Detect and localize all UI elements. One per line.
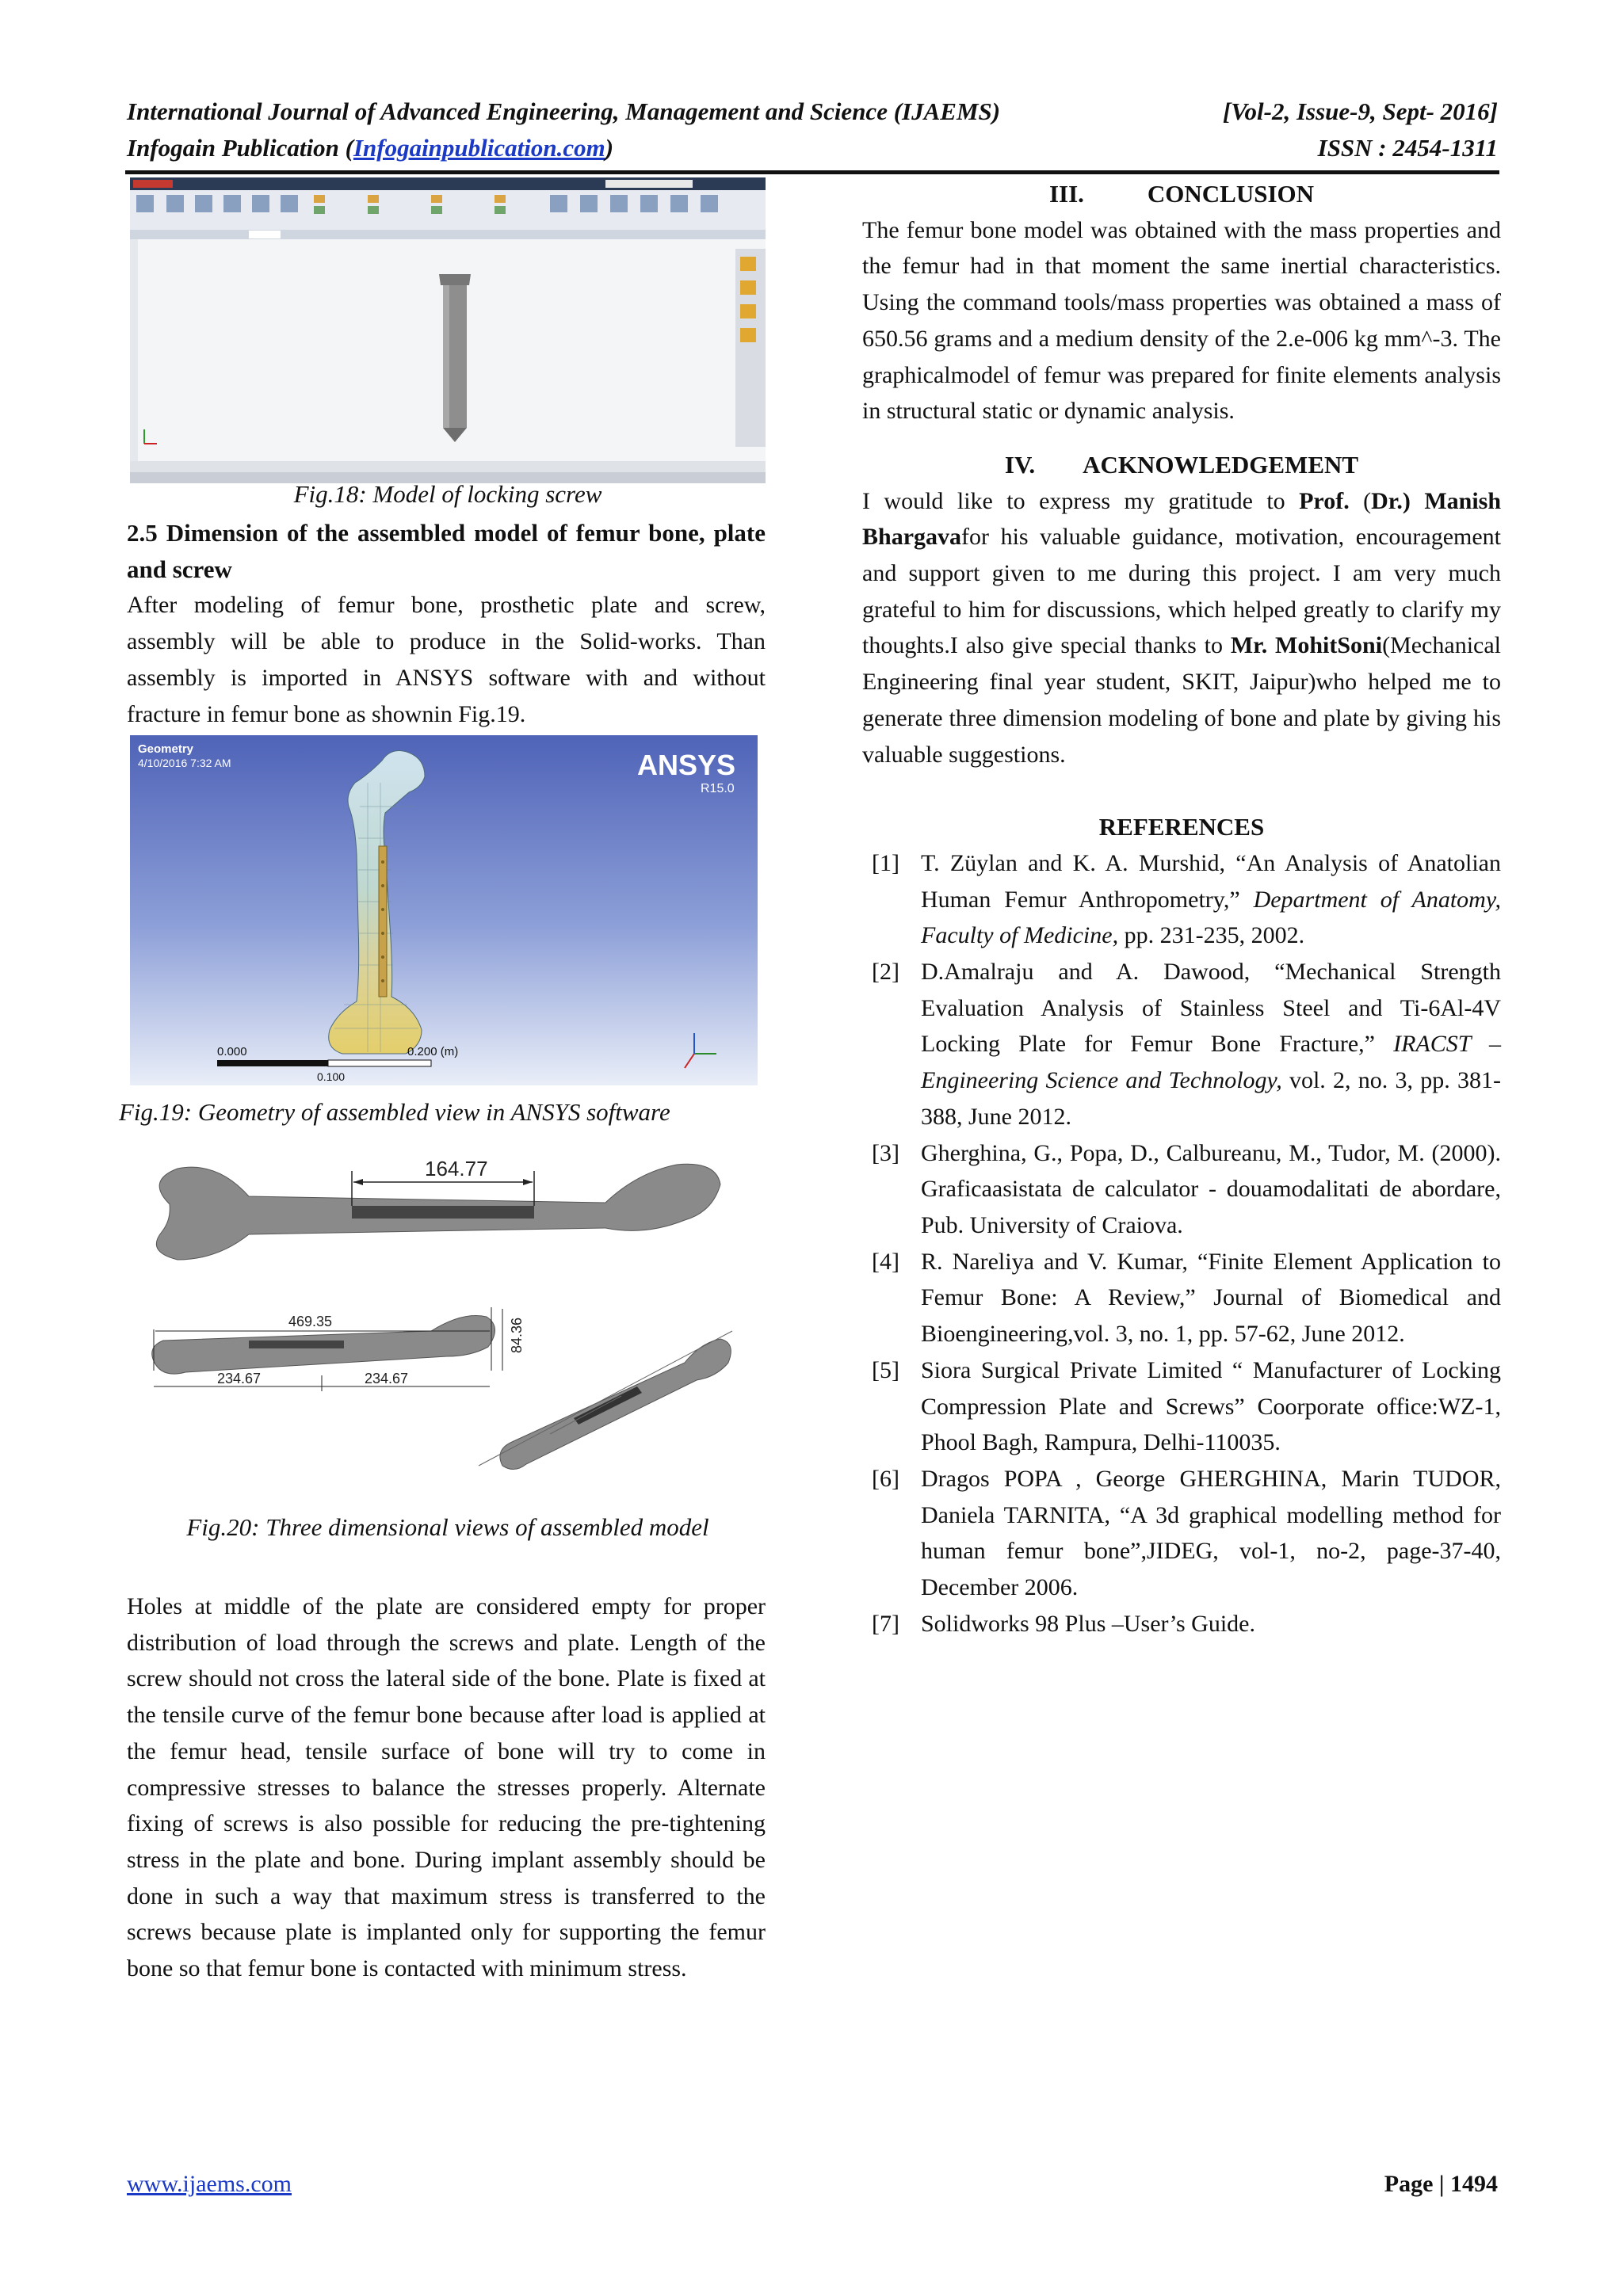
ansys-geometry-view xyxy=(130,735,758,1085)
fig18-image xyxy=(130,177,766,483)
dim-half-left: 234.67 xyxy=(217,1371,262,1386)
header-rule xyxy=(125,170,1499,174)
reference-item: [2] D.Amalraju and A. Dawood, “Mechanical Strength Evaluation Analysis of Stainless Steel and Ti-6Al-4V Locking Plate for Femur Bone Fracture,” IRACST – Engineering Science and Technology, vol. 2, no. 3, pp. 381-388, June 2012. xyxy=(872,959,1501,1130)
scale-mid: 0.100 xyxy=(317,1070,346,1083)
fig18-caption: Fig.18: Model of locking screw xyxy=(293,480,602,508)
publisher-line: Infogain Publication (Infogainpublication.com) xyxy=(127,134,614,162)
fig19-image xyxy=(130,735,758,1085)
conclusion-text: The femur bone model was obtained with the mass properties and the femur had in that moment the same inertial characteristics. Using the command tools/mass properties was obtained a mass of 650.56 grams and a medium density of the 2.e-006 kg mm^-3. The graphicalmodel of femur was prepared for finite elements analysis in structural static or dynamic analysis. xyxy=(862,216,1501,425)
reference-item: [1] T. Züylan and K. A. Murshid, “An Analysis of Anatolian Human Femur Anthropometry,” Department of Anatomy, Faculty of Medicine, pp. 231-235, 2002. xyxy=(872,849,1501,949)
paragraph-assembly: After modeling of femur bone, prosthetic plate and screw, assembly will be able to produce in the Solid-works. Than assembly is imported in ANSYS software with and without fracture in femur bone as shownin Fig.19. xyxy=(127,592,766,727)
right-column xyxy=(862,176,1501,1642)
publisher-link[interactable]: Infogainpublication.com xyxy=(353,134,605,162)
reference-item: [3] Gherghina, G., Popa, D., Calbureanu, M., Tudor, M. (2000). Graficaasistata de calculator - douamodalitati de abordare, Pub. University of Craiova. xyxy=(872,1139,1501,1238)
acknowledgement-text: I would like to express my gratitude to Prof. (Dr.) Manish Bhargavafor his valuable guidance, motivation, encouragement and support given to me during this project. I am very much grateful to him for discussions, which helped greatly to clarify my thoughts.I also give special thanks to Mr. MohitSoni(Mechanical Engineering final year student, SKIT, Jaipur)who helped me to generate three dimension modeling of bone and plate by giving his valuable suggestions. xyxy=(862,487,1502,768)
journal-title: International Journal of Advanced Engineering, Management and Science (IJAEMS) xyxy=(127,97,1001,125)
footer-website[interactable]: www.ijaems.com xyxy=(127,2171,292,2197)
fig19-caption: Fig.19: Geometry of assembled view in ANSYS software xyxy=(119,1098,670,1126)
reference-item: [7] Solidworks 98 Plus –User’s Guide. xyxy=(872,1610,1255,1637)
fig20-image xyxy=(130,1149,766,1482)
left-column-top xyxy=(127,515,766,732)
solidworks-screenshot xyxy=(130,177,766,483)
references-list xyxy=(872,845,1501,1642)
assembled-model-views xyxy=(130,1149,766,1482)
dim-total-length: 469.35 xyxy=(288,1314,333,1329)
ansys-overlay-date: 4/10/2016 7:32 AM xyxy=(138,757,231,769)
paragraph-holes: Holes at middle of the plate are considered empty for proper distribution of load through the screws and plate. Length of the screw should not cross the lateral side of the bone. Plate is fixed at the tensile curve of the femur bone because after load is applied at the femur head, tensile surface of bone will try to come in compressive stresses to balance the stresses properly. Alternate fixing of screws is also possible for reducing the pre-tightening stress in the plate and bone. During implant assembly should be done in such a way that maximum stress is transferred to the screws because plate is implanted only for supporting the femur bone so that femur bone is contacted with minimum stress. xyxy=(127,1593,766,1982)
dim-plate-length: 164.77 xyxy=(425,1157,488,1180)
section-heading-2-5: 2.5 Dimension of the assembled model of femur bone, plate and screw xyxy=(127,519,766,583)
volume-info: [Vol-2, Issue-9, Sept- 2016] xyxy=(1222,97,1498,125)
fig20-caption: Fig.20: Three dimensional views of assembled model xyxy=(186,1513,709,1541)
dim-height: 84.36 xyxy=(509,1317,525,1353)
ansys-overlay-title: Geometry xyxy=(138,742,194,756)
ansys-brand: ANSYS xyxy=(637,749,736,781)
scale-start: 0.000 xyxy=(217,1045,247,1058)
acknowledgement-heading: IV. ACKNOWLEDGEMENT xyxy=(1004,450,1359,479)
footer-page-number: Page | 1494 xyxy=(1384,2171,1498,2197)
reference-item: [5] Siora Surgical Private Limited “ Manufacturer of Locking Compression Plate and Screws” Coorporate office:WZ-1, Phool Bagh, Rampura, Delhi-110035. xyxy=(872,1356,1501,1456)
running-header-right xyxy=(1086,93,1498,166)
reference-item: [6] Dragos POPA , George GHERGHINA, Marin TUDOR, Daniela TARNITA, “A 3d graphical modelling method for human femur bone”,JIDEG, vol-1, no-2, page-37-40, December 2006. xyxy=(872,1465,1501,1601)
references-heading: REFERENCES xyxy=(1098,813,1265,841)
scale-end: 0.200 (m) xyxy=(407,1045,459,1058)
running-header-left xyxy=(127,93,1157,166)
issn: ISSN : 2454-1311 xyxy=(1317,134,1498,162)
conclusion-heading: III. CONCLUSION xyxy=(1048,180,1315,208)
ansys-version: R15.0 xyxy=(701,782,735,795)
reference-item: [4] R. Nareliya and V. Kumar, “Finite Element Application to Femur Bone: A Review,” Journal of Biomedical and Bioengineering,vol. 3, no. 1, pp. 57-62, June 2012. xyxy=(872,1248,1501,1348)
dim-half-right: 234.67 xyxy=(365,1371,409,1386)
